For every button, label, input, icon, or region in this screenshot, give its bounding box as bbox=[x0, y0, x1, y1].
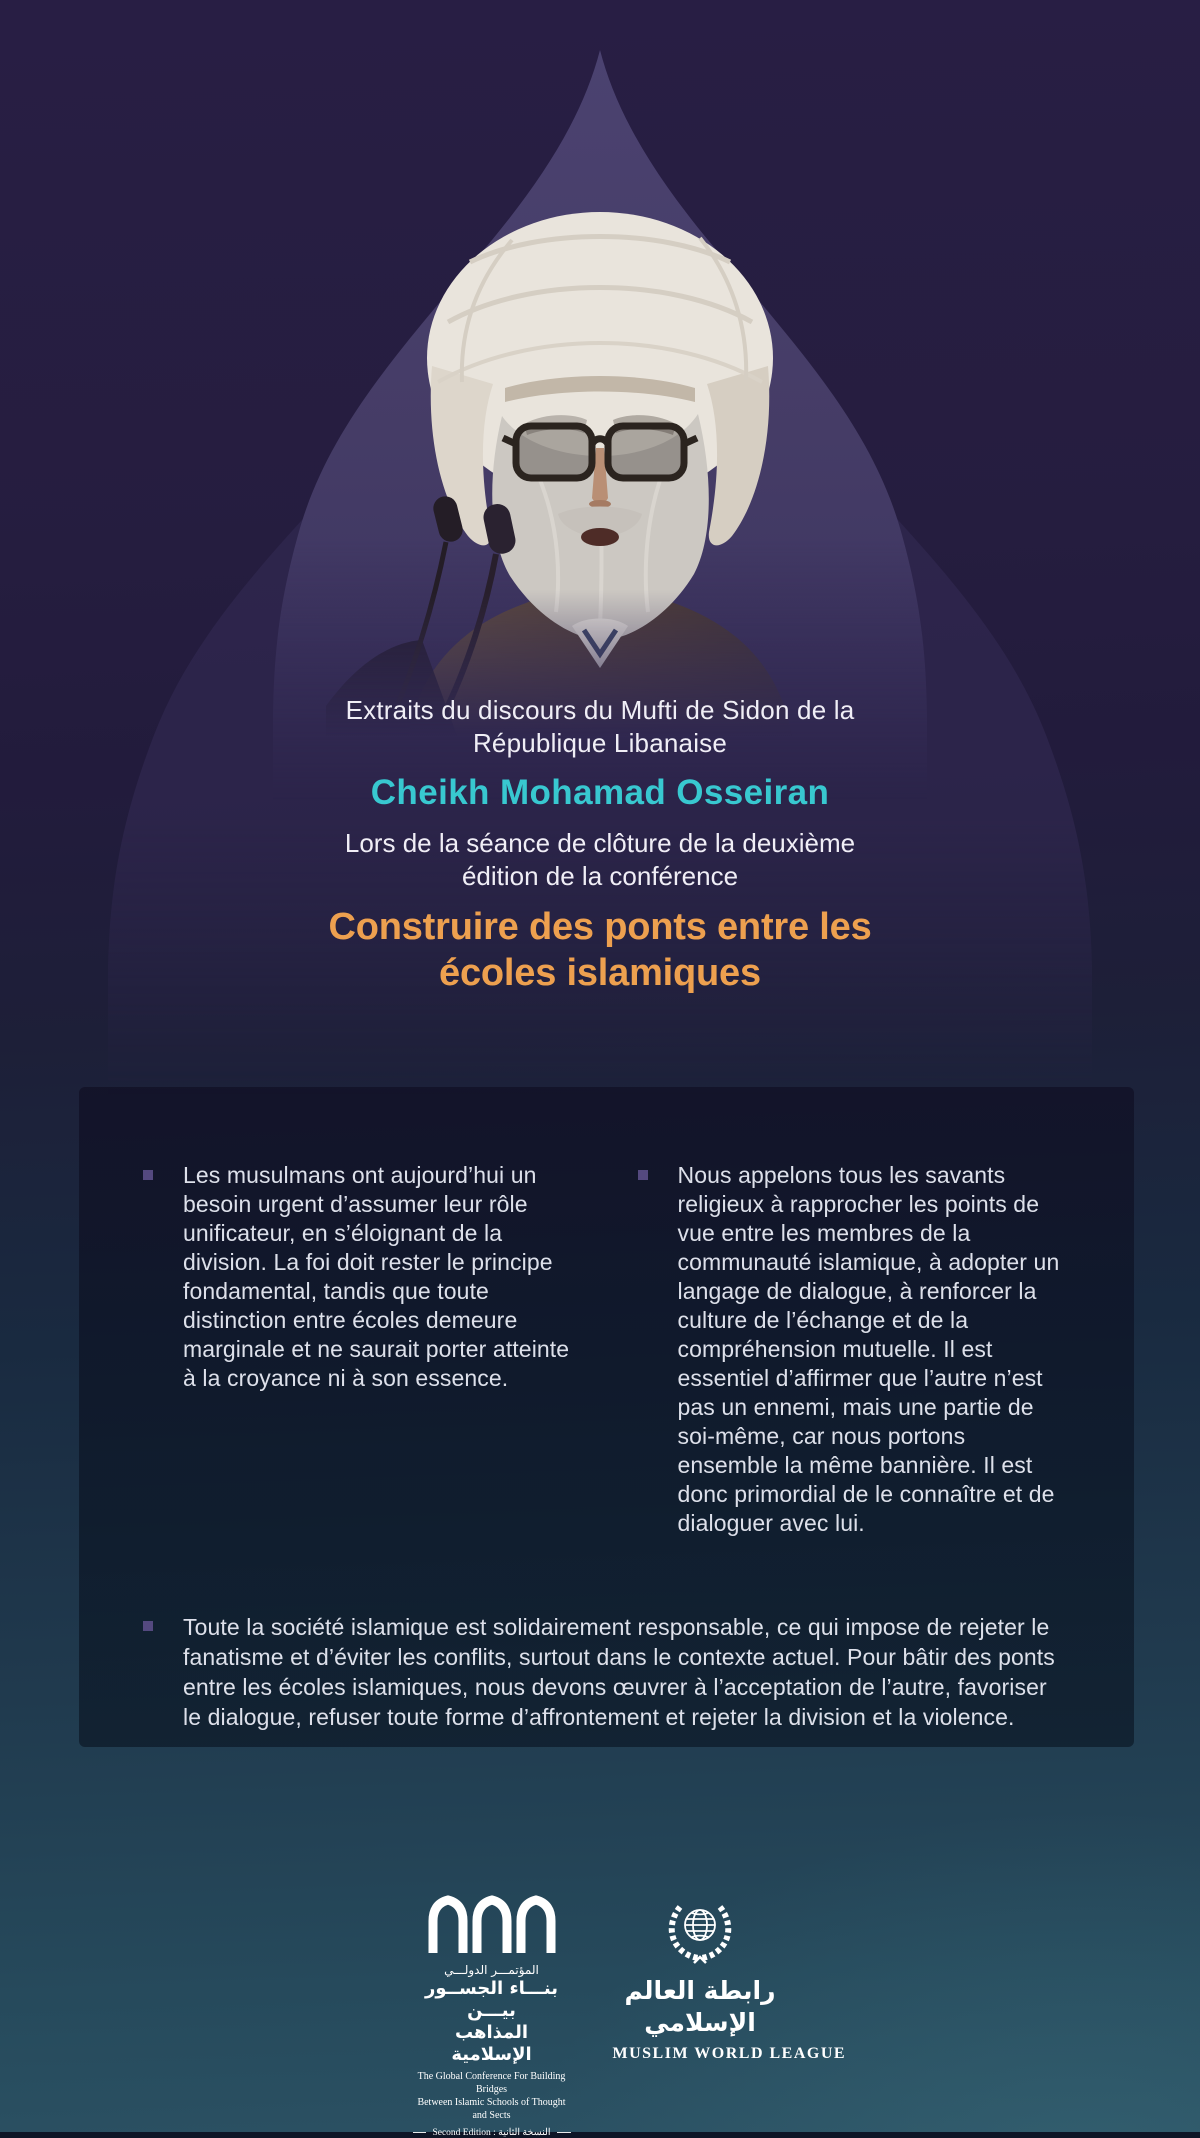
quote-item-left bbox=[143, 1161, 574, 1538]
quote-text-bottom: Toute la société islamique est solidairement responsable, ce qui impose de rejeter le fanatisme et d’éviter les conflits, surtout dans le contexte actuel. Pour bâtir des ponts entre les écoles islamiques, nous devons œuvrer à l’acceptation de l’autre, favoriser le dialogue, refuser toute forme d’affrontement et rejeter la division et la violence. bbox=[183, 1614, 1055, 1730]
bullet-square-icon bbox=[143, 1170, 153, 1180]
conference-title-line-1: Construire des ponts entre les bbox=[328, 906, 872, 948]
quote-text-right: Nous appelons tous les savants religieux à rapprocher les points de vue entre les membres de la communauté islamique, à adopter un langage de dialogue, à renforcer la culture de l’échange et de la compréhension mutuelle. Il est essentiel d’affirmer que l’autre n’est pas un ennemi, mais une partie de soi-même, car nous portons ensemble la même bannière. Il est donc primordial de le connaître et de dialoguer avec lui. bbox=[677, 1162, 1060, 1536]
conference-title-line-2: écoles islamiques bbox=[439, 952, 761, 994]
conference-logo-arabic-line2: بنـــاء الجســور بيـــن bbox=[425, 1978, 558, 2021]
conference-logo-arabic-line3: المذاهب الإسلامية bbox=[451, 2022, 532, 2065]
mwl-arabic-name: رابطة العالم الإسلامي bbox=[624, 1976, 776, 2037]
occasion-line-1: Lors de la séance de clôture de la deuxième bbox=[344, 828, 856, 858]
conference-title bbox=[0, 904, 1200, 996]
speaker-name: Cheikh Mohamad Osseiran bbox=[370, 773, 830, 812]
occasion-text bbox=[0, 827, 1200, 893]
intro-text bbox=[0, 694, 1200, 760]
conference-logo-arabic-line1: المؤتمـــر الدولـــي bbox=[444, 1963, 539, 1977]
mwl-english-name: MUSLIM WORLD LEAGUE bbox=[612, 2045, 847, 2062]
edition-rule-left bbox=[413, 2132, 427, 2133]
conference-logo-english-line1: The Global Conference For Building Bridges bbox=[417, 2071, 566, 2095]
intro-line-1: Extraits du discours du Mufti de Sidon de la bbox=[345, 695, 855, 725]
edition-text: Second Edition : النسخة الثانية bbox=[432, 2128, 551, 2138]
occasion-line-2: édition de la conférence bbox=[461, 861, 739, 891]
header-block bbox=[0, 694, 1200, 996]
globe-laurel-icon bbox=[650, 1895, 750, 1967]
edition-rule-right bbox=[557, 2132, 571, 2133]
conference-logo-edition bbox=[413, 2127, 571, 2138]
quote-text-left: Les musulmans ont aujourd’hui un besoin urgent d’assumer leur rôle unificateur, en s’éloignant de la division. La foi doit rester le principe fondamental, tandis que toute distinction entre écoles demeure marginale et ne saurait porter atteinte à la croyance ni à son essence. bbox=[183, 1162, 570, 1391]
quotes-columns bbox=[143, 1161, 1068, 1538]
intro-line-2: République Libanaise bbox=[472, 728, 728, 758]
quotes-panel bbox=[79, 1087, 1134, 1747]
footer-logos bbox=[0, 1895, 1200, 2138]
quote-item-right bbox=[638, 1161, 1069, 1538]
bullet-square-icon bbox=[638, 1170, 648, 1180]
muslim-world-league-logo bbox=[612, 1895, 847, 2063]
arches-icon bbox=[423, 1895, 561, 1953]
conference-logo-english-line2: Between Islamic Schools of Thought and Sects bbox=[417, 2097, 566, 2121]
quote-item-bottom bbox=[143, 1612, 1068, 1732]
bullet-square-icon bbox=[143, 1621, 153, 1631]
conference-logo bbox=[413, 1895, 571, 2138]
